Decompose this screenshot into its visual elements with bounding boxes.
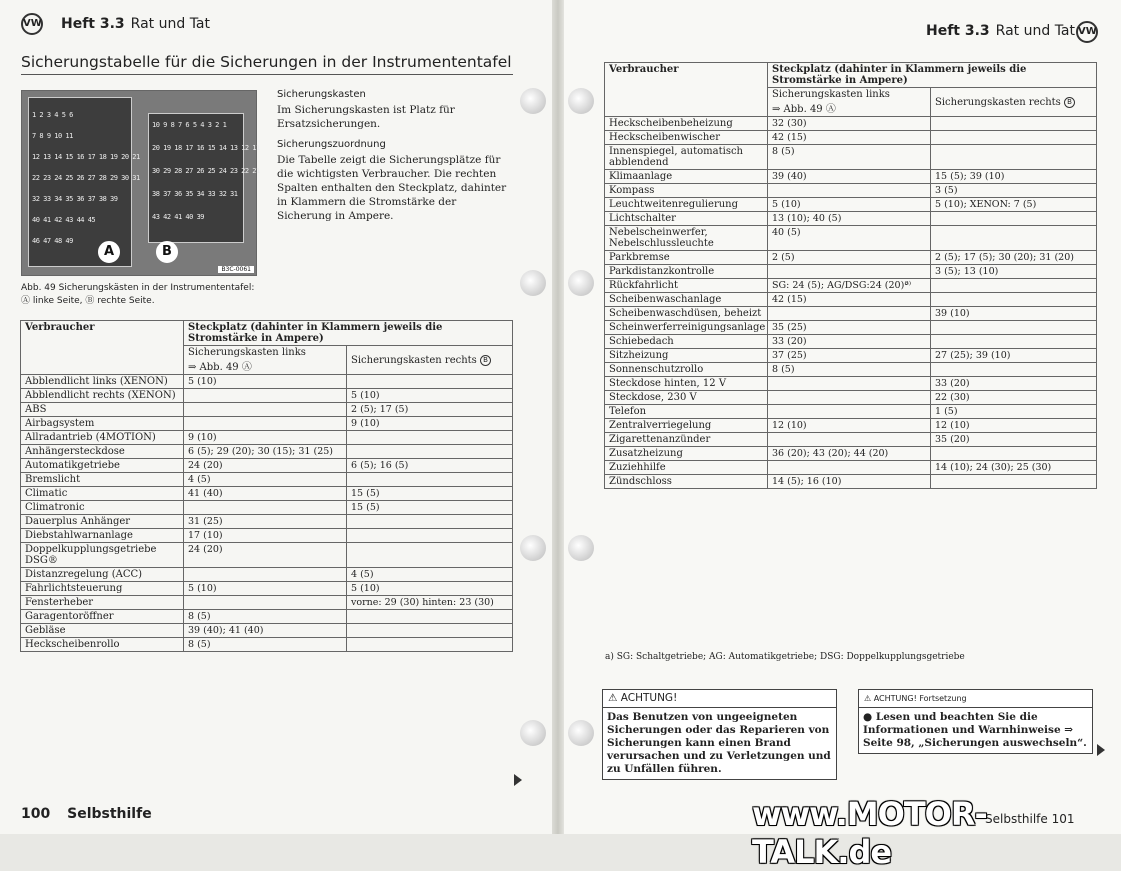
warning-box bbox=[602, 689, 837, 780]
warning-title: ⚠ ACHTUNG! bbox=[603, 690, 836, 708]
consumer-cell: Klimaanlage bbox=[605, 170, 768, 184]
consumer-cell: Leuchtweitenregulierung bbox=[605, 198, 768, 212]
consumer-cell: Scheibenwaschdüsen, beheizt bbox=[605, 307, 768, 321]
right-box-cell: 5 (10); XENON: 7 (5) bbox=[931, 198, 1097, 212]
consumer-cell: Lichtschalter bbox=[605, 212, 768, 226]
caption-text: Sicherungskästen in der Instrumententafel: Ⓐ linke Seite, Ⓑ rechte Seite. bbox=[21, 283, 255, 306]
right-box-cell: 1 (5) bbox=[931, 405, 1097, 419]
binding-hole bbox=[520, 720, 546, 746]
table-row bbox=[605, 117, 1097, 131]
section-title: Sicherungstabelle für die Sicherungen in der Instrumententafel bbox=[21, 53, 513, 75]
right-box-cell: 27 (25); 39 (10) bbox=[931, 349, 1097, 363]
consumer-cell: Nebelscheinwerfer, Nebelschlussleuchte bbox=[605, 226, 768, 251]
fuse-table-left bbox=[20, 320, 513, 652]
fuse-row-label: 43 42 41 40 39 bbox=[152, 213, 205, 221]
right-box-cell bbox=[347, 610, 513, 624]
table-row bbox=[605, 335, 1097, 349]
left-box-cell: 2 (5) bbox=[768, 251, 931, 265]
fuse-row-label: 30 29 28 27 26 25 24 23 22 21 bbox=[152, 167, 260, 175]
warning-text: Das Benutzen von ungeeigneten Sicherungen oder das Reparieren von Sicherungen kann einen Brand verursachen und zu Verletzungen und zu Unfällen führen. bbox=[607, 711, 831, 775]
right-box-cell bbox=[931, 363, 1097, 377]
right-footer: Selbsthilfe 101 bbox=[985, 812, 1075, 826]
left-box-cell bbox=[768, 461, 931, 475]
table-row bbox=[21, 459, 513, 473]
table-row bbox=[605, 447, 1097, 461]
fuse-row-label: 12 13 14 15 16 17 18 19 20 21 bbox=[32, 153, 140, 161]
consumer-cell: Zentralverriegelung bbox=[605, 419, 768, 433]
warning-continued-box bbox=[858, 689, 1093, 754]
left-box-cell bbox=[184, 403, 347, 417]
table-row bbox=[605, 145, 1097, 170]
left-box-cell: 9 (10) bbox=[184, 431, 347, 445]
watermark: www.MOTOR-TALK.de bbox=[752, 795, 987, 871]
right-box-cell: 33 (20) bbox=[931, 377, 1097, 391]
consumer-cell: Steckdose hinten, 12 V bbox=[605, 377, 768, 391]
figure-caption bbox=[21, 282, 261, 308]
consumer-cell: Schiebedach bbox=[605, 335, 768, 349]
right-box-cell bbox=[347, 515, 513, 529]
col-header-right-box bbox=[347, 346, 513, 375]
left-box-cell: 4 (5) bbox=[184, 473, 347, 487]
left-box-cell bbox=[184, 417, 347, 431]
binding-hole bbox=[520, 535, 546, 561]
consumer-cell: Heckscheibenbeheizung bbox=[605, 117, 768, 131]
text-sicherungszuordnung: Die Tabelle zeigt die Sicherungsplätze für die wichtigsten Verbraucher. Die rechten Spalten enthalten den Steckplatz, dahinter in Klammern die Stromstärke der Sicherung in Ampere. bbox=[277, 154, 507, 222]
book-gutter bbox=[552, 0, 564, 834]
right-box-cell: 4 (5) bbox=[347, 568, 513, 582]
right-box-label-r: Sicherungskasten rechts bbox=[935, 96, 1061, 108]
binding-hole bbox=[520, 88, 546, 114]
consumer-cell: Climatronic bbox=[21, 501, 184, 515]
consumer-cell: Abblendlicht rechts (XENON) bbox=[21, 389, 184, 403]
left-box-cell: 14 (5); 16 (10) bbox=[768, 475, 931, 489]
consumer-cell: Climatic bbox=[21, 487, 184, 501]
consumer-cell: Zusatzheizung bbox=[605, 447, 768, 461]
left-box-cell bbox=[184, 568, 347, 582]
fuse-row-label: 7 8 9 10 11 bbox=[32, 132, 73, 140]
binding-hole bbox=[568, 720, 594, 746]
label-a: A bbox=[98, 241, 120, 263]
left-box-cell: 35 (25) bbox=[768, 321, 931, 335]
left-box-cell: 42 (15) bbox=[768, 293, 931, 307]
table-row bbox=[605, 212, 1097, 226]
consumer-cell: Rückfahrlicht bbox=[605, 279, 768, 293]
left-box-cell: 5 (10) bbox=[184, 582, 347, 596]
consumer-cell: Steckdose, 230 V bbox=[605, 391, 768, 405]
right-box-cell: 5 (10) bbox=[347, 582, 513, 596]
table-row bbox=[605, 433, 1097, 447]
warning-continued-text: ● Lesen und beachten Sie die Informationen und Warnhinweise ⇒ Seite 98, „Sicherungen auswechseln“. bbox=[863, 711, 1087, 749]
right-box-cell: 39 (10) bbox=[931, 307, 1097, 321]
right-box-cell bbox=[347, 445, 513, 459]
right-box-cell: 2 (5); 17 (5); 30 (20); 31 (20) bbox=[931, 251, 1097, 265]
label-b: B bbox=[156, 241, 178, 263]
right-box-cell: 2 (5); 17 (5) bbox=[347, 403, 513, 417]
left-box-cell: 41 (40) bbox=[184, 487, 347, 501]
left-box-cell bbox=[768, 405, 931, 419]
left-box-cell: 13 (10); 40 (5) bbox=[768, 212, 931, 226]
table-row bbox=[21, 375, 513, 389]
left-box-cell bbox=[768, 307, 931, 321]
right-header bbox=[926, 23, 1075, 39]
fuse-box-figure bbox=[21, 90, 260, 276]
table-row bbox=[21, 487, 513, 501]
vw-logo-icon: VW bbox=[21, 13, 43, 35]
fuse-box-right bbox=[148, 113, 244, 243]
fuse-row-label: 40 41 42 43 44 45 bbox=[32, 216, 96, 224]
table-row bbox=[21, 543, 513, 568]
right-box-cell bbox=[931, 475, 1097, 489]
left-box-cell: 8 (5) bbox=[768, 145, 931, 170]
right-box-cell: 14 (10); 24 (30); 25 (30) bbox=[931, 461, 1097, 475]
left-box-cell bbox=[768, 184, 931, 198]
vw-logo-right-icon: VW bbox=[1076, 21, 1098, 43]
left-box-cell: 5 (10) bbox=[184, 375, 347, 389]
next-page-arrow-icon bbox=[514, 774, 522, 786]
right-box-cell bbox=[347, 624, 513, 638]
left-box-cell: 17 (10) bbox=[184, 529, 347, 543]
left-box-cell bbox=[768, 265, 931, 279]
table-row bbox=[605, 198, 1097, 212]
consumer-cell: Diebstahlwarnanlage bbox=[21, 529, 184, 543]
table-row bbox=[21, 473, 513, 487]
table-row bbox=[605, 419, 1097, 433]
binding-hole bbox=[568, 88, 594, 114]
table-row bbox=[21, 403, 513, 417]
consumer-cell: Sonnenschutzrollo bbox=[605, 363, 768, 377]
fuse-row-label: 10 9 8 7 6 5 4 3 2 1 bbox=[152, 121, 227, 129]
table-row bbox=[605, 475, 1097, 489]
right-box-cell bbox=[931, 131, 1097, 145]
right-box-label: Sicherungskasten rechts bbox=[351, 354, 477, 366]
left-box-cell: 39 (40); 41 (40) bbox=[184, 624, 347, 638]
consumer-cell: Fensterheber bbox=[21, 596, 184, 610]
consumer-cell: Innenspiegel, automatisch abblendend bbox=[605, 145, 768, 170]
table-row bbox=[21, 624, 513, 638]
fuse-table-right bbox=[604, 62, 1097, 489]
left-box-cell: 6 (5); 29 (20); 30 (15); 31 (25) bbox=[184, 445, 347, 459]
right-box-cell: 9 (10) bbox=[347, 417, 513, 431]
consumer-cell: ABS bbox=[21, 403, 184, 417]
col-header-consumer: Verbraucher bbox=[21, 321, 184, 375]
right-box-cell: 5 (10) bbox=[347, 389, 513, 403]
table-row bbox=[21, 431, 513, 445]
left-box-cell: 24 (20) bbox=[184, 459, 347, 473]
heading-sicherungszuordnung: Sicherungszuordnung bbox=[277, 139, 386, 150]
right-header-title: Heft 3.3 bbox=[926, 23, 990, 39]
page-number: 100 bbox=[21, 806, 51, 822]
fuse-row-label: 20 19 18 17 16 15 14 13 12 11 bbox=[152, 144, 260, 152]
left-box-cell bbox=[184, 501, 347, 515]
left-box-cell: 24 (20) bbox=[184, 543, 347, 568]
binding-hole bbox=[568, 535, 594, 561]
table-row bbox=[21, 638, 513, 652]
right-box-cell: 12 (10) bbox=[931, 419, 1097, 433]
fuse-row-label: 46 47 48 49 bbox=[32, 237, 73, 245]
right-box-cell bbox=[931, 447, 1097, 461]
figure-code: B3C-0061 bbox=[218, 266, 254, 273]
table-row bbox=[605, 391, 1097, 405]
left-box-cell: 5 (10) bbox=[768, 198, 931, 212]
fuse-row-label: 1 2 3 4 5 6 bbox=[32, 111, 73, 119]
right-box-cell bbox=[931, 279, 1097, 293]
left-box-cell: 40 (5) bbox=[768, 226, 931, 251]
table-row bbox=[605, 307, 1097, 321]
right-box-cell: 35 (20) bbox=[931, 433, 1097, 447]
consumer-cell: Sitzheizung bbox=[605, 349, 768, 363]
side-text bbox=[277, 88, 511, 230]
right-box-cell: 6 (5); 16 (5) bbox=[347, 459, 513, 473]
left-box-cell bbox=[768, 433, 931, 447]
table-row bbox=[21, 417, 513, 431]
fuse-row-label: 38 37 36 35 34 33 32 31 bbox=[152, 190, 238, 198]
col-header-right-box-r bbox=[931, 88, 1097, 117]
table-row bbox=[605, 131, 1097, 145]
table-row bbox=[21, 529, 513, 543]
left-box-ref-r: ⇒ Abb. 49 Ⓐ bbox=[772, 104, 836, 115]
col-header-left-box bbox=[184, 346, 347, 375]
left-box-cell: 8 (5) bbox=[768, 363, 931, 377]
table-row bbox=[21, 610, 513, 624]
consumer-cell: Parkdistanzkontrolle bbox=[605, 265, 768, 279]
col-header-slot: Steckplatz (dahinter in Klammern jeweils die Stromstärke in Ampere) bbox=[184, 321, 513, 346]
footer-title: Selbsthilfe bbox=[67, 806, 152, 822]
consumer-cell: Anhängersteckdose bbox=[21, 445, 184, 459]
left-box-cell bbox=[768, 391, 931, 405]
table-row bbox=[605, 251, 1097, 265]
consumer-cell: Distanzregelung (ACC) bbox=[21, 568, 184, 582]
consumer-cell: Zigarettenanzünder bbox=[605, 433, 768, 447]
consumer-cell: Automatikgetriebe bbox=[21, 459, 184, 473]
right-box-cell bbox=[931, 293, 1097, 307]
fuse-row-label: 22 23 24 25 26 27 28 29 30 31 bbox=[32, 174, 140, 182]
right-box-cell bbox=[931, 145, 1097, 170]
col-header-consumer-r: Verbraucher bbox=[605, 63, 768, 117]
left-box-cell bbox=[184, 596, 347, 610]
left-box-cell: 39 (40) bbox=[768, 170, 931, 184]
right-box-cell: 3 (5); 13 (10) bbox=[931, 265, 1097, 279]
table-row bbox=[21, 568, 513, 582]
consumer-cell: Abblendlicht links (XENON) bbox=[21, 375, 184, 389]
consumer-cell: Doppelkupplungsgetriebe DSG® bbox=[21, 543, 184, 568]
table-row bbox=[605, 265, 1097, 279]
consumer-cell: Heckscheibenwischer bbox=[605, 131, 768, 145]
table-row bbox=[21, 501, 513, 515]
table-row bbox=[605, 184, 1097, 198]
right-box-cell bbox=[347, 473, 513, 487]
text-sicherungskasten: Im Sicherungskasten ist Platz für Ersatzsicherungen. bbox=[277, 104, 455, 130]
table-row bbox=[605, 377, 1097, 391]
right-box-cell bbox=[347, 431, 513, 445]
consumer-cell: Heckscheibenrollo bbox=[21, 638, 184, 652]
table-row bbox=[21, 445, 513, 459]
left-header-sub: Rat und Tat bbox=[130, 16, 210, 32]
table-row bbox=[605, 279, 1097, 293]
table-row bbox=[605, 461, 1097, 475]
continue-arrow-icon bbox=[1097, 744, 1105, 756]
left-box-cell: 32 (30) bbox=[768, 117, 931, 131]
table-row bbox=[605, 363, 1097, 377]
table-row bbox=[605, 293, 1097, 307]
right-box-cell bbox=[931, 212, 1097, 226]
warning-continued-title: ⚠ ACHTUNG! Fortsetzung bbox=[859, 690, 1092, 708]
consumer-cell: Parkbremse bbox=[605, 251, 768, 265]
table-row bbox=[21, 515, 513, 529]
consumer-cell: Garagentoröffner bbox=[21, 610, 184, 624]
consumer-cell: Bremslicht bbox=[21, 473, 184, 487]
left-box-label-r: Sicherungskasten links bbox=[772, 89, 890, 100]
left-box-cell bbox=[184, 389, 347, 403]
consumer-cell: Airbagsystem bbox=[21, 417, 184, 431]
left-box-ref: ⇒ Abb. 49 Ⓐ bbox=[188, 362, 252, 373]
right-box-cell: 15 (5); 39 (10) bbox=[931, 170, 1097, 184]
right-box-cell bbox=[347, 375, 513, 389]
consumer-cell: Telefon bbox=[605, 405, 768, 419]
left-box-cell: 31 (25) bbox=[184, 515, 347, 529]
b-circle-icon: B bbox=[480, 355, 491, 366]
fuse-row-label: 32 33 34 35 36 37 38 39 bbox=[32, 195, 118, 203]
binding-hole bbox=[568, 270, 594, 296]
left-footer bbox=[21, 806, 152, 822]
right-box-cell bbox=[347, 529, 513, 543]
left-box-cell: 37 (25) bbox=[768, 349, 931, 363]
left-box-cell: SG: 24 (5); AG/DSG:24 (20)ª⁾ bbox=[768, 279, 931, 293]
right-box-cell bbox=[347, 543, 513, 568]
right-box-cell bbox=[931, 321, 1097, 335]
consumer-cell: Kompass bbox=[605, 184, 768, 198]
heading-sicherungskasten: Sicherungskasten bbox=[277, 89, 366, 100]
consumer-cell: Zuziehhilfe bbox=[605, 461, 768, 475]
col-header-slot-r: Steckplatz (dahinter in Klammern jeweils die Stromstärke in Ampere) bbox=[768, 63, 1097, 88]
table-row bbox=[605, 321, 1097, 335]
caption-label: Abb. 49 bbox=[21, 283, 56, 293]
left-box-cell: 33 (20) bbox=[768, 335, 931, 349]
right-box-cell: 3 (5) bbox=[931, 184, 1097, 198]
binding-hole bbox=[520, 270, 546, 296]
left-box-cell: 42 (15) bbox=[768, 131, 931, 145]
left-header-title: Heft 3.3 bbox=[61, 16, 125, 32]
right-box-cell: vorne: 29 (30) hinten: 23 (30) bbox=[347, 596, 513, 610]
table-row bbox=[21, 596, 513, 610]
right-box-cell bbox=[347, 638, 513, 652]
table-row bbox=[605, 226, 1097, 251]
left-box-label: Sicherungskasten links bbox=[188, 347, 306, 358]
left-box-cell bbox=[768, 377, 931, 391]
table-row bbox=[605, 170, 1097, 184]
left-box-cell: 8 (5) bbox=[184, 610, 347, 624]
consumer-cell: Dauerplus Anhänger bbox=[21, 515, 184, 529]
left-header bbox=[61, 16, 210, 32]
col-header-left-box-r bbox=[768, 88, 931, 117]
table-row bbox=[605, 349, 1097, 363]
right-box-cell bbox=[931, 226, 1097, 251]
table-row bbox=[21, 582, 513, 596]
consumer-cell: Scheibenwaschanlage bbox=[605, 293, 768, 307]
consumer-cell: Allradantrieb (4MOTION) bbox=[21, 431, 184, 445]
table-row bbox=[21, 389, 513, 403]
right-box-cell bbox=[931, 335, 1097, 349]
b-circle-icon-r: B bbox=[1064, 97, 1075, 108]
consumer-cell: Gebläse bbox=[21, 624, 184, 638]
left-box-cell: 12 (10) bbox=[768, 419, 931, 433]
left-box-cell: 8 (5) bbox=[184, 638, 347, 652]
consumer-cell: Fahrlichtsteuerung bbox=[21, 582, 184, 596]
table-row bbox=[605, 405, 1097, 419]
right-header-sub: Rat und Tat bbox=[995, 23, 1075, 39]
right-box-cell bbox=[931, 117, 1097, 131]
consumer-cell: Zündschloss bbox=[605, 475, 768, 489]
footnote: a) SG: Schaltgetriebe; AG: Automatikgetriebe; DSG: Doppelkupplungsgetriebe bbox=[605, 652, 965, 662]
right-box-cell: 15 (5) bbox=[347, 487, 513, 501]
right-box-cell: 15 (5) bbox=[347, 501, 513, 515]
right-box-cell: 22 (30) bbox=[931, 391, 1097, 405]
left-box-cell: 36 (20); 43 (20); 44 (20) bbox=[768, 447, 931, 461]
consumer-cell: Scheinwerferreinigungsanlage bbox=[605, 321, 768, 335]
